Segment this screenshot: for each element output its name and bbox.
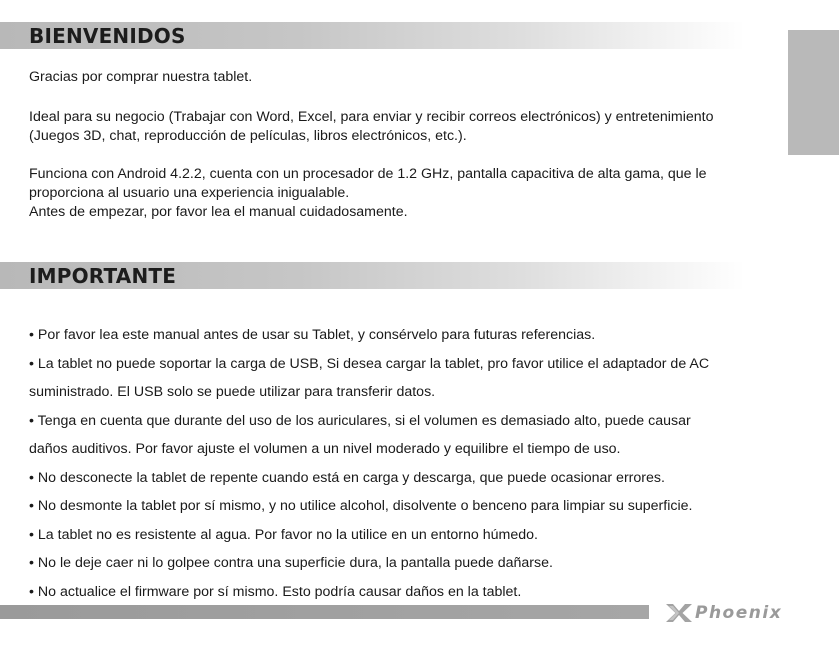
important-line: • No actualice el firmware por sí mismo. Esto podría causar daños en la tablet. (29, 583, 522, 600)
important-line: suministrado. El USB solo se puede utilizar para transferir datos. (29, 384, 436, 400)
welcome-title: BIENVENIDOS (29, 24, 186, 48)
phoenix-logo-text: Phoenix (695, 603, 783, 623)
important-list (29, 321, 709, 606)
important-line: • No desconecte la tablet de repente cuando está en carga y descarga, que puede ocasionar errores. (29, 469, 665, 486)
welcome-paragraph-3-line-3: Antes de empezar, por favor lea el manual cuidadosamente. (29, 204, 408, 220)
welcome-paragraph-2-line-2: (Juegos 3D, chat, reproducción de películas, libros electrónicos, etc.). (29, 128, 467, 144)
important-line: daños auditivos. Por favor ajuste el volumen a un nivel moderado y equilibre el tiempo de uso. (29, 441, 621, 457)
important-line: • No desmonte la tablet por sí mismo, y no utilice alcohol, disolvente o benceno para limpiar su superficie. (29, 498, 693, 514)
important-line: • La tablet no puede soportar la carga de USB, Si desea cargar la tablet, pro favor utilice el adaptador de AC (29, 355, 710, 372)
welcome-paragraph-3-line-1: Funciona con Android 4.2.2, cuenta con un procesador de 1.2 GHz, pantalla capacitiva de alta gama, que le (29, 166, 707, 182)
important-line: • Por favor lea este manual antes de usar su Tablet, y consérvelo para futuras referencias. (29, 327, 596, 343)
important-header-bar (0, 262, 745, 289)
welcome-paragraph-3-line-2: proporciona al usuario una experiencia inigualable. (29, 185, 350, 201)
phoenix-logo (664, 600, 782, 626)
important-title: IMPORTANTE (29, 264, 177, 288)
important-line: • Tenga en cuenta que durante del uso de los auriculares, si el volumen es demasiado alto, puede causar (29, 412, 691, 429)
welcome-paragraph-1: Gracias por comprar nuestra tablet. (29, 69, 253, 85)
welcome-paragraph-3 (29, 165, 769, 222)
important-line: • La tablet no es resistente al agua. Por favor no la utilice en un entorno húmedo. (29, 526, 538, 543)
side-page-tab (788, 30, 839, 155)
welcome-paragraph-2 (29, 108, 769, 146)
important-line: • No le deje caer ni lo golpee contra una superficie dura, la pantalla puede dañarse. (29, 555, 553, 571)
footer-bar (0, 605, 649, 619)
welcome-paragraph-2-line-1: Ideal para su negocio (Trabajar con Word, Excel, para enviar y recibir correos electrónicos) y entretenimiento (29, 109, 714, 125)
phoenix-x-logo-icon (664, 602, 694, 624)
welcome-header-bar (0, 22, 745, 49)
